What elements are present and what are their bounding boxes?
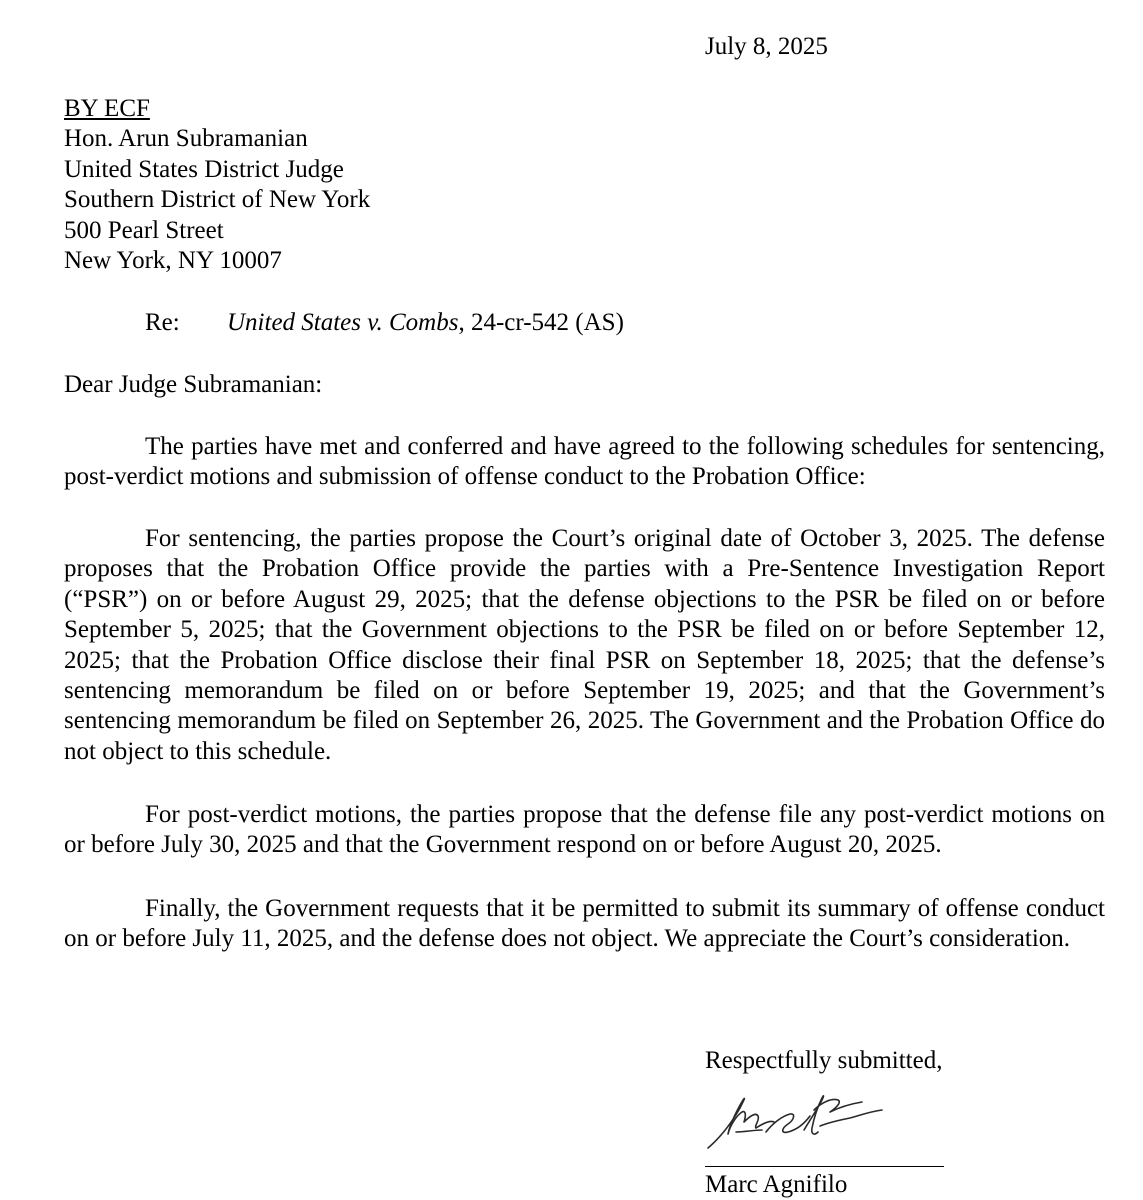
address-line: New York, NY 10007 — [64, 247, 282, 275]
address-line: Southern District of New York — [64, 186, 371, 214]
recipient-address-block — [64, 94, 370, 276]
address-line: 500 Pearl Street — [64, 216, 224, 244]
address-line: Hon. Arun Subramanian — [64, 125, 308, 153]
address-line: United States District Judge — [64, 155, 344, 183]
body-paragraph: The parties have met and conferred and have agreed to the following schedules for sentencing, post-verdict motions and submission of offense conduct to the Probation Office: — [64, 433, 1105, 491]
delivery-method: BY ECF — [64, 95, 150, 122]
re-line — [145, 308, 624, 338]
letter-date: July 8, 2025 — [705, 33, 828, 60]
body-paragraph: For post-verdict motions, the parties propose that the defense file any post-verdict motions on or before July 30, 2025 and that the Government respond on or before August 20, 2025. — [64, 801, 1105, 859]
body-paragraph: Finally, the Government requests that it be permitted to submit its summary of offense conduct on or before July 11, 2025, and the defense does not object. We appreciate the Court’s consideration. — [64, 895, 1105, 953]
closing: Respectfully submitted, — [705, 1047, 943, 1074]
case-number: , 24-cr-542 (AS) — [458, 309, 624, 336]
signature-icon — [700, 1086, 900, 1154]
signer-name: Marc Agnifilo — [705, 1171, 848, 1198]
signature-line — [705, 1166, 944, 1167]
salutation: Dear Judge Subramanian: — [64, 371, 323, 398]
body-paragraph: For sentencing, the parties propose the Court’s original date of October 3, 2025. The defense proposes that the Probation Office provide the parties with a Pre-Sentence Investigation Report (“PSR”) on or before August 29, 2025; that the defense objections to the PSR be filed on or before September 5, 2025; that the Government objections to the PSR be filed on or before September 12, 2025; that the Probation Office disclose their final PSR on September 18, 2025; that the defense’s sentencing memorandum be filed on or before September 19, 2025; and that the Government’s sentencing memorandum be filed on September 26, 2025. The Government and the Probation Office do not object to this schedule. — [64, 525, 1105, 765]
re-label: Re: — [145, 309, 180, 336]
case-name: United States v. Combs — [227, 309, 459, 336]
